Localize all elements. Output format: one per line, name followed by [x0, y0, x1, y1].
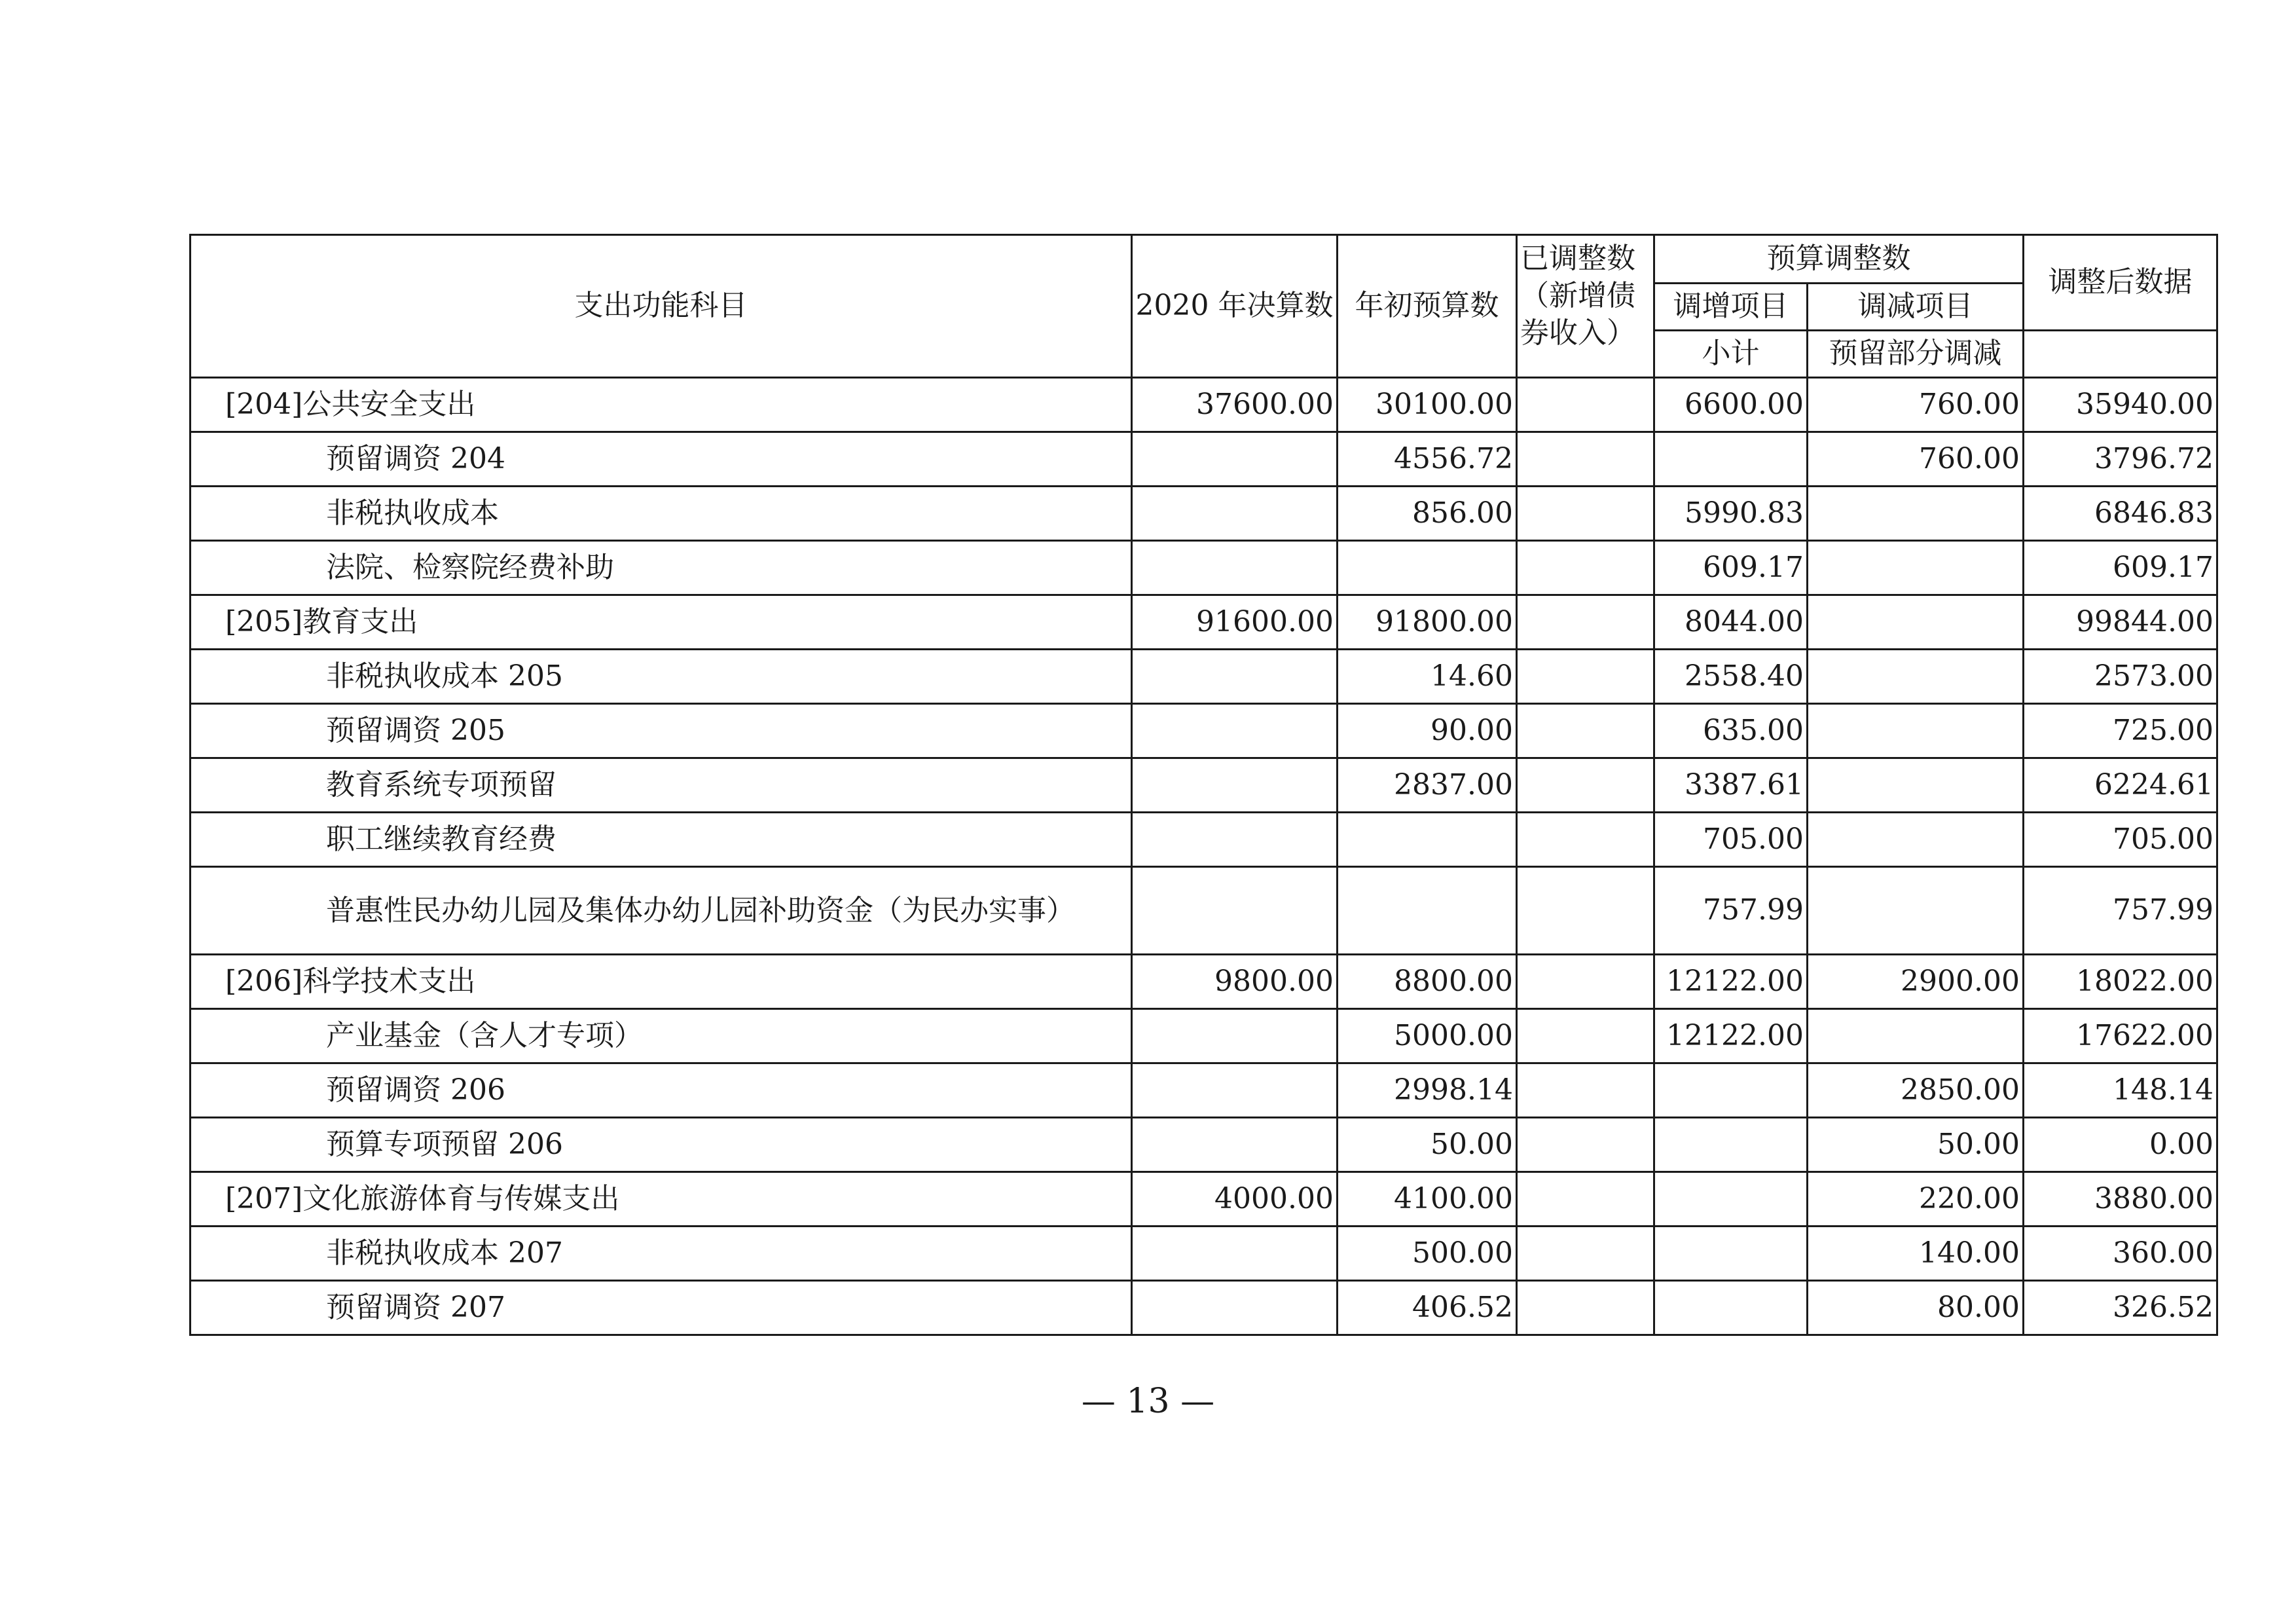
row-adjusted [1517, 955, 1654, 1009]
row-increase: 2558.40 [1654, 650, 1808, 704]
header-after-blank [2024, 331, 2217, 378]
row-after: 17622.00 [2024, 1009, 2217, 1063]
row-adjusted [1517, 1118, 1654, 1172]
row-final-2020 [1132, 867, 1338, 955]
row-increase [1654, 1172, 1808, 1227]
row-subject: 预留调资 206 [191, 1063, 1132, 1118]
row-increase: 635.00 [1654, 704, 1808, 758]
table-row [191, 1172, 2217, 1227]
row-after: 757.99 [2024, 867, 2217, 955]
row-increase: 8044.00 [1654, 595, 1808, 650]
row-decrease: 80.00 [1808, 1281, 2024, 1335]
header-row-1 [191, 235, 2217, 284]
row-adjusted [1517, 432, 1654, 487]
row-final-2020 [1132, 813, 1338, 867]
row-initial: 2998.14 [1338, 1063, 1517, 1118]
row-decrease: 50.00 [1808, 1118, 2024, 1172]
header-after-adjust: 调整后数据 [2024, 235, 2217, 331]
row-subject: 产业基金（含人才专项） [191, 1009, 1132, 1063]
table-row [191, 955, 2217, 1009]
page-number: — 13 — [1081, 1382, 1215, 1421]
row-after: 705.00 [2024, 813, 2217, 867]
row-subject: 非税执收成本 205 [191, 650, 1132, 704]
row-initial: 856.00 [1338, 487, 1517, 541]
row-after: 6846.83 [2024, 487, 2217, 541]
row-decrease: 220.00 [1808, 1172, 2024, 1227]
row-decrease [1808, 813, 2024, 867]
header-subtotal: 小计 [1654, 331, 1808, 378]
table-row [191, 1063, 2217, 1118]
row-adjusted [1517, 650, 1654, 704]
row-subject: [204]公共安全支出 [191, 378, 1132, 432]
row-decrease: 2850.00 [1808, 1063, 2024, 1118]
row-initial [1338, 867, 1517, 955]
row-final-2020 [1132, 1009, 1338, 1063]
row-final-2020 [1132, 704, 1338, 758]
row-subject: 非税执收成本 207 [191, 1227, 1132, 1281]
row-initial: 2837.00 [1338, 758, 1517, 813]
row-final-2020 [1132, 487, 1338, 541]
row-after: 6224.61 [2024, 758, 2217, 813]
row-initial: 500.00 [1338, 1227, 1517, 1281]
row-initial: 4556.72 [1338, 432, 1517, 487]
row-final-2020 [1132, 1118, 1338, 1172]
row-final-2020: 91600.00 [1132, 595, 1338, 650]
row-subject: [206]科学技术支出 [191, 955, 1132, 1009]
row-decrease [1808, 1009, 2024, 1063]
row-final-2020 [1132, 541, 1338, 595]
row-after: 360.00 [2024, 1227, 2217, 1281]
row-initial [1338, 813, 1517, 867]
row-subject: 预算专项预留 206 [191, 1118, 1132, 1172]
row-initial: 4100.00 [1338, 1172, 1517, 1227]
table-row [191, 813, 2217, 867]
row-adjusted [1517, 487, 1654, 541]
row-final-2020 [1132, 1281, 1338, 1335]
header-budget-adjust: 预算调整数 [1654, 235, 2024, 284]
row-adjusted [1517, 595, 1654, 650]
table-row [191, 1009, 2217, 1063]
row-adjusted [1517, 1172, 1654, 1227]
row-subject: 职工继续教育经费 [191, 813, 1132, 867]
row-increase: 757.99 [1654, 867, 1808, 955]
row-decrease: 140.00 [1808, 1227, 2024, 1281]
row-after: 2573.00 [2024, 650, 2217, 704]
row-initial: 91800.00 [1338, 595, 1517, 650]
row-subject: [205]教育支出 [191, 595, 1132, 650]
row-increase: 12122.00 [1654, 1009, 1808, 1063]
row-final-2020 [1132, 650, 1338, 704]
row-initial: 406.52 [1338, 1281, 1517, 1335]
row-decrease [1808, 867, 2024, 955]
table-row [191, 650, 2217, 704]
row-after: 725.00 [2024, 704, 2217, 758]
row-decrease [1808, 704, 2024, 758]
row-after: 3796.72 [2024, 432, 2217, 487]
row-subject: 法院、检察院经费补助 [191, 541, 1132, 595]
row-initial: 30100.00 [1338, 378, 1517, 432]
row-increase [1654, 1281, 1808, 1335]
row-decrease [1808, 758, 2024, 813]
row-decrease [1808, 487, 2024, 541]
row-adjusted [1517, 1227, 1654, 1281]
row-initial: 50.00 [1338, 1118, 1517, 1172]
row-final-2020 [1132, 432, 1338, 487]
row-adjusted [1517, 541, 1654, 595]
row-decrease: 760.00 [1808, 378, 2024, 432]
row-adjusted [1517, 1063, 1654, 1118]
row-after: 18022.00 [2024, 955, 2217, 1009]
row-subject: [207]文化旅游体育与传媒支出 [191, 1172, 1132, 1227]
row-subject: 非税执收成本 [191, 487, 1132, 541]
header-increase-items: 调增项目 [1654, 284, 1808, 331]
row-after: 148.14 [2024, 1063, 2217, 1118]
row-after: 0.00 [2024, 1118, 2217, 1172]
row-increase: 6600.00 [1654, 378, 1808, 432]
row-increase: 12122.00 [1654, 955, 1808, 1009]
header-subject: 支出功能科目 [191, 235, 1132, 378]
row-adjusted [1517, 758, 1654, 813]
row-decrease: 760.00 [1808, 432, 2024, 487]
row-adjusted [1517, 378, 1654, 432]
row-after: 99844.00 [2024, 595, 2217, 650]
table-row [191, 595, 2217, 650]
row-increase: 5990.83 [1654, 487, 1808, 541]
row-increase [1654, 1227, 1808, 1281]
header-final-2020: 2020 年决算数 [1132, 235, 1338, 378]
row-final-2020: 37600.00 [1132, 378, 1338, 432]
table-row [191, 432, 2217, 487]
row-final-2020 [1132, 758, 1338, 813]
row-initial: 90.00 [1338, 704, 1517, 758]
row-subject: 预留调资 207 [191, 1281, 1132, 1335]
row-after: 326.52 [2024, 1281, 2217, 1335]
row-adjusted [1517, 704, 1654, 758]
header-initial-budget: 年初预算数 [1338, 235, 1517, 378]
row-decrease [1808, 541, 2024, 595]
row-increase [1654, 1118, 1808, 1172]
row-adjusted [1517, 1009, 1654, 1063]
table-row [191, 487, 2217, 541]
row-decrease: 2900.00 [1808, 955, 2024, 1009]
row-initial: 8800.00 [1338, 955, 1517, 1009]
table-row [191, 758, 2217, 813]
row-subject: 预留调资 204 [191, 432, 1132, 487]
row-after: 3880.00 [2024, 1172, 2217, 1227]
row-subject: 普惠性民办幼儿园及集体办幼儿园补助资金（为民办实事） [191, 867, 1132, 955]
row-subject: 预留调资 205 [191, 704, 1132, 758]
header-decrease-items: 调减项目 [1808, 284, 2024, 331]
table-row [191, 1227, 2217, 1281]
row-increase [1654, 1063, 1808, 1118]
row-final-2020: 9800.00 [1132, 955, 1338, 1009]
row-initial: 5000.00 [1338, 1009, 1517, 1063]
row-final-2020 [1132, 1063, 1338, 1118]
row-initial [1338, 541, 1517, 595]
header-adjusted: 已调整数（新增债券收入） [1517, 235, 1654, 378]
row-increase: 705.00 [1654, 813, 1808, 867]
row-increase: 3387.61 [1654, 758, 1808, 813]
row-subject: 教育系统专项预留 [191, 758, 1132, 813]
row-after: 609.17 [2024, 541, 2217, 595]
table-row [191, 704, 2217, 758]
table-row [191, 867, 2217, 955]
row-increase [1654, 432, 1808, 487]
row-initial: 14.60 [1338, 650, 1517, 704]
row-after: 35940.00 [2024, 378, 2217, 432]
row-decrease [1808, 650, 2024, 704]
row-adjusted [1517, 1281, 1654, 1335]
budget-adjustment-table [189, 234, 2218, 1336]
row-decrease [1808, 595, 2024, 650]
row-final-2020 [1132, 1227, 1338, 1281]
row-adjusted [1517, 867, 1654, 955]
table-row [191, 541, 2217, 595]
header-reserve-reduce: 预留部分调减 [1808, 331, 2024, 378]
row-final-2020: 4000.00 [1132, 1172, 1338, 1227]
table-row [191, 1281, 2217, 1335]
table-row [191, 1118, 2217, 1172]
row-increase: 609.17 [1654, 541, 1808, 595]
row-adjusted [1517, 813, 1654, 867]
table-row [191, 378, 2217, 432]
